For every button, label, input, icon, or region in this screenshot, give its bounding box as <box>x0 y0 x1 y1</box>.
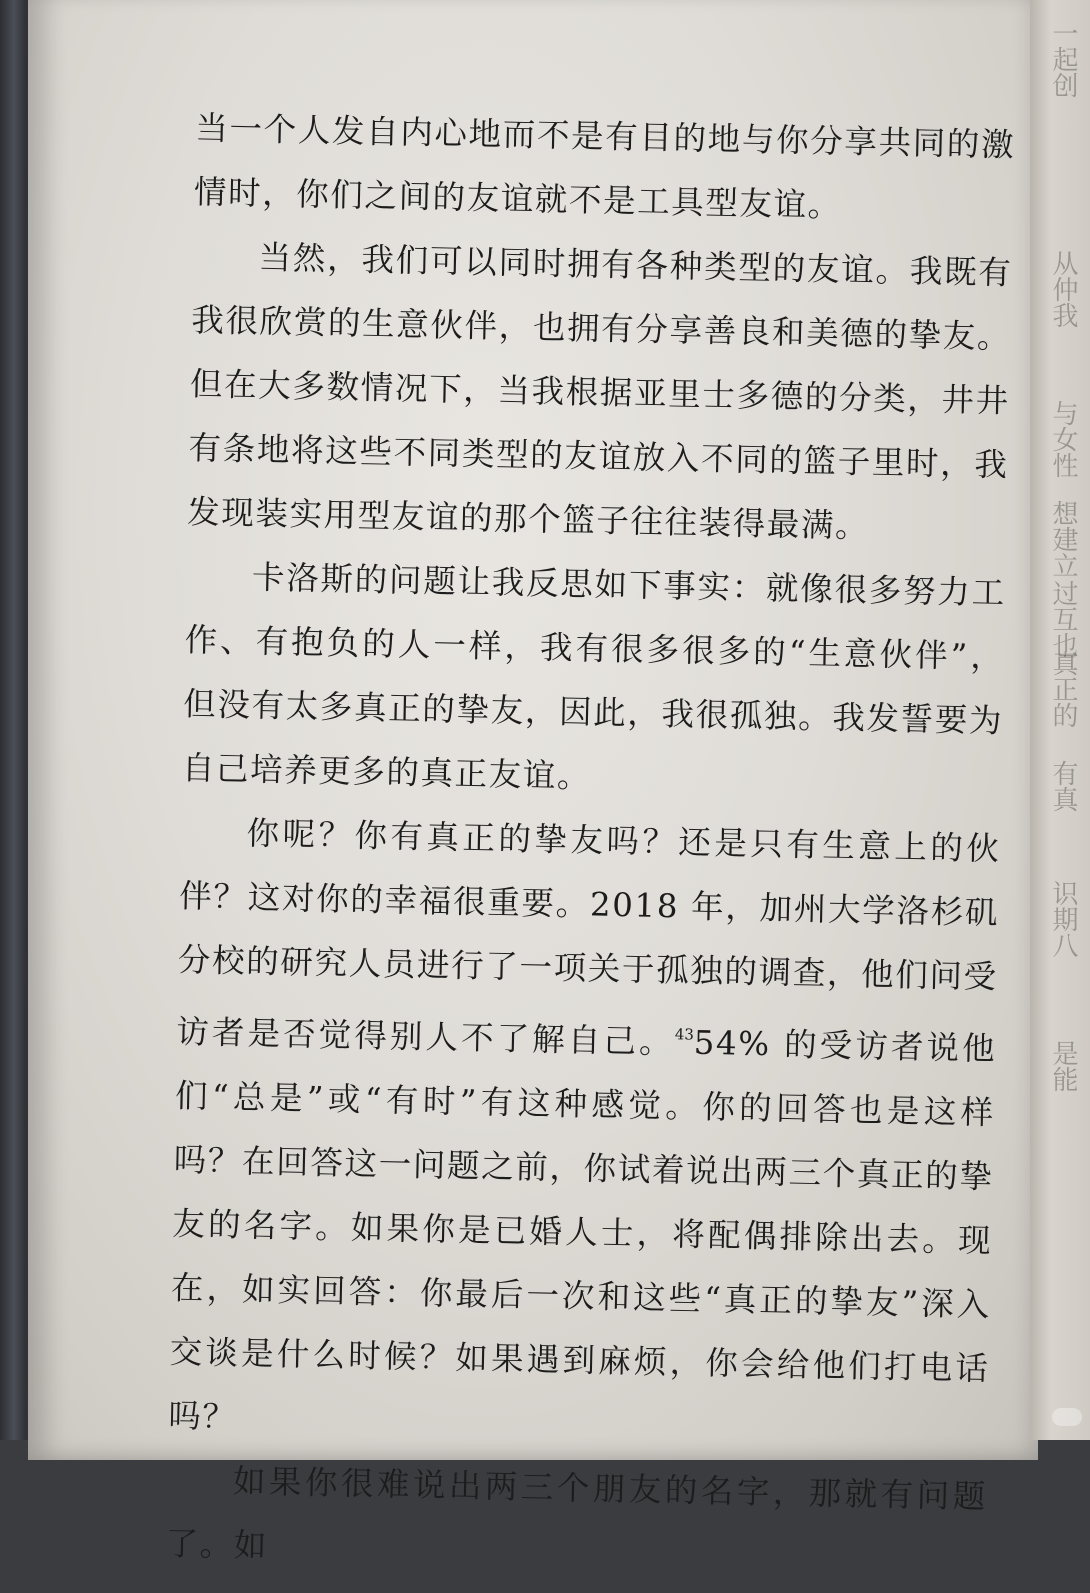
paragraph-3: 卡洛斯的问题让我反思如下事实：就像很多努力工作、有抱负的人一样，我有很多很多的“生意伙伴”，但没有太多真正的挚友，因此，我很孤独。我发誓要为自己培养更多的真正友谊。 <box>181 558 1007 796</box>
bleed-text-3: 与女性 <box>1048 400 1078 478</box>
paragraph-2: 当然，我们可以同时拥有各种类型的友谊。我既有我很欣赏的生意伙伴，也拥有分享善良和美德的挚友。但在大多数情况下，当我根据亚里士多德的分类，井井有条地将这些不同类型的友谊放入不同的篮子里时，我发现装实用型友谊的那个篮子往往装得最满。 <box>186 238 1013 546</box>
book-page <box>28 0 1038 1565</box>
bleed-text-6: 真正的 <box>1048 650 1078 728</box>
paragraph-4-part-2: 54% 的受访者说他们“总是”或“有时”有这种感觉。你的回答也是这样吗？在回答这一问题之前，你试着说出两三个真正的挚友的名字。如果你是已婚人士，将配偶排除出去。现在，如实回答：你最后一次和这些“真正的挚友”深入交谈是什么时候？如果遇到麻烦，你会给他们打电话吗？ <box>167 1023 997 1437</box>
paragraph-4-part-1: 你呢？你有真正的挚友吗？还是只有生意上的伙伴？这对你的幸福很重要。2018 年，加州大学洛杉矶分校的研究人员进行了一项关于孤独的调查，他们问受访者是否觉得别人不了解自己。 <box>175 814 1001 1062</box>
bleed-text-4: 想建立 <box>1048 500 1078 578</box>
bleed-text-1: 一起创 <box>1048 20 1078 98</box>
bleed-text-2: 从仲我 <box>1048 250 1078 328</box>
footnote-marker: 43 <box>674 1025 695 1044</box>
bleed-text-9: 是能 <box>1048 1040 1078 1092</box>
adjacent-page-edge <box>1030 0 1090 1440</box>
paragraph-1: 当一个人发自内心地而不是有目的地与你分享共同的激情时，你们之间的友谊就不是工具型友谊。 <box>193 108 1016 225</box>
bleed-text-8: 识期八 <box>1048 880 1078 958</box>
bleed-text-7: 有真 <box>1048 760 1078 812</box>
page-text <box>165 96 1016 1593</box>
paragraph-5: 如果你很难说出两三个朋友的名字，那就有问题了。如 <box>165 1462 988 1565</box>
bleed-text-5: 过互也 <box>1048 580 1078 658</box>
paragraph-4 <box>168 800 1001 1465</box>
watermark-badge <box>1052 1408 1082 1426</box>
